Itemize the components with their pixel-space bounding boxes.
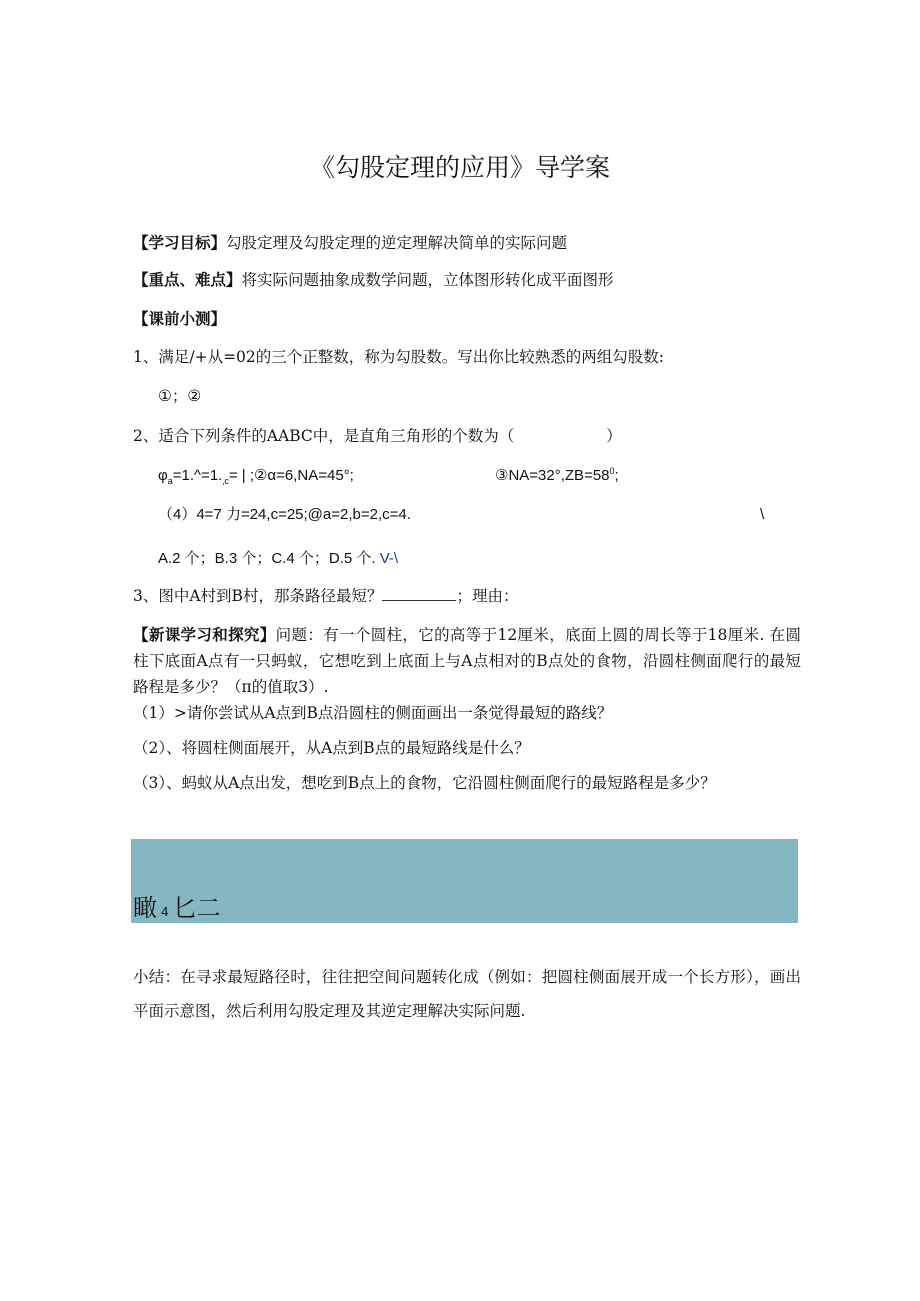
band-text-c: 匕二 — [172, 894, 221, 922]
question-2 — [133, 426, 622, 446]
new-lesson-text: 问题：有一个圆柱，它的高等于12厘米，底面上圆的周长等于18厘米. 在圆柱下底面A点有一只蚂蚁，它想吃到上底面上与A点相对的B点处的食物，沿圆柱侧面爬行的最短路程是多少？（π的值取3）. — [133, 626, 801, 696]
step-3: （3）、蚂蚁从A点出发，想吃到B点上的食物，它沿圆柱侧面爬行的最短路程是多少？ — [133, 774, 716, 792]
pre-test-label: 【课前小测】 — [133, 309, 227, 328]
cond-a: φ — [158, 467, 168, 484]
step-1: （1）>请你尝试从A点到B点沿圆柱的侧面画出一条觉得最短的路线？ — [133, 704, 613, 722]
question-3 — [133, 586, 518, 606]
cond-b: =1.^=1. — [172, 467, 223, 484]
question-2-conditions-2 — [495, 466, 619, 486]
band-text-a: 瞰 — [133, 894, 157, 922]
figure-band — [131, 839, 798, 923]
page-title: 《勾股定理的应用》导学案 — [309, 153, 610, 182]
question-2-options — [158, 549, 398, 569]
question-1: 1、满足/+从=02的三个正整数，称为勾股数。写出你比较熟悉的两组勾股数: — [133, 348, 665, 366]
cond-a-sub: a — [167, 476, 173, 486]
options-mark: V-\ — [379, 550, 399, 567]
question-3-text: 3、图中A村到B村，那条路径最短？ — [133, 587, 383, 605]
cond-d: ③NA=32°,ZB=58 — [495, 467, 610, 484]
summary: 小结：在寻求最短路径时，往往把空间问题转化成（例如：把圆柱侧面展开成一个长方形），画出平面示意图，然后利用勾股定理及其逆定理解决实际问题. — [133, 968, 801, 1020]
question-2-conditions-1 — [158, 466, 354, 488]
key-points — [133, 270, 614, 290]
cond-c: = | ;②α=6,NA=45°; — [228, 467, 354, 484]
step-2: （2）、将圆柱侧面展开，从A点到B点的最短路线是什么？ — [133, 739, 530, 757]
cond-d-end: ; — [614, 467, 619, 484]
question-2-text: 2、适合下列条件的AABC中，是直角三角形的个数为（ — [133, 427, 515, 445]
band-text-b: 4 — [161, 905, 169, 919]
learning-objective — [133, 233, 567, 253]
question-1-answers: ①；② — [158, 388, 202, 405]
question-2-stray-mark: \ — [760, 506, 765, 523]
cond-d-sup: 0 — [609, 466, 615, 476]
question-2-conditions-3: （4）4=7 力=24,c=25;@a=2,b=2,c=4. — [158, 506, 411, 523]
cond-b-sub: ‚c — [222, 476, 229, 486]
answer-blank — [382, 586, 456, 601]
question-3-reason: ；理由： — [456, 587, 519, 605]
band-text — [133, 888, 221, 923]
objective-label: 【学习目标】 — [133, 233, 227, 252]
key-points-label: 【重点、难点】 — [133, 270, 242, 289]
question-2-paren-close: ） — [606, 427, 622, 445]
objective-text: 勾股定理及勾股定理的逆定理解决简单的实际问题 — [226, 234, 568, 252]
options-text: A.2 个；B.3 个；C.4 个；D.5 个. — [158, 550, 376, 567]
new-lesson — [133, 622, 801, 700]
key-points-text: 将实际问题抽象成数学问题，立体图形转化成平面图形 — [241, 271, 614, 289]
new-lesson-label: 【新课学习和探究】 — [133, 625, 276, 644]
